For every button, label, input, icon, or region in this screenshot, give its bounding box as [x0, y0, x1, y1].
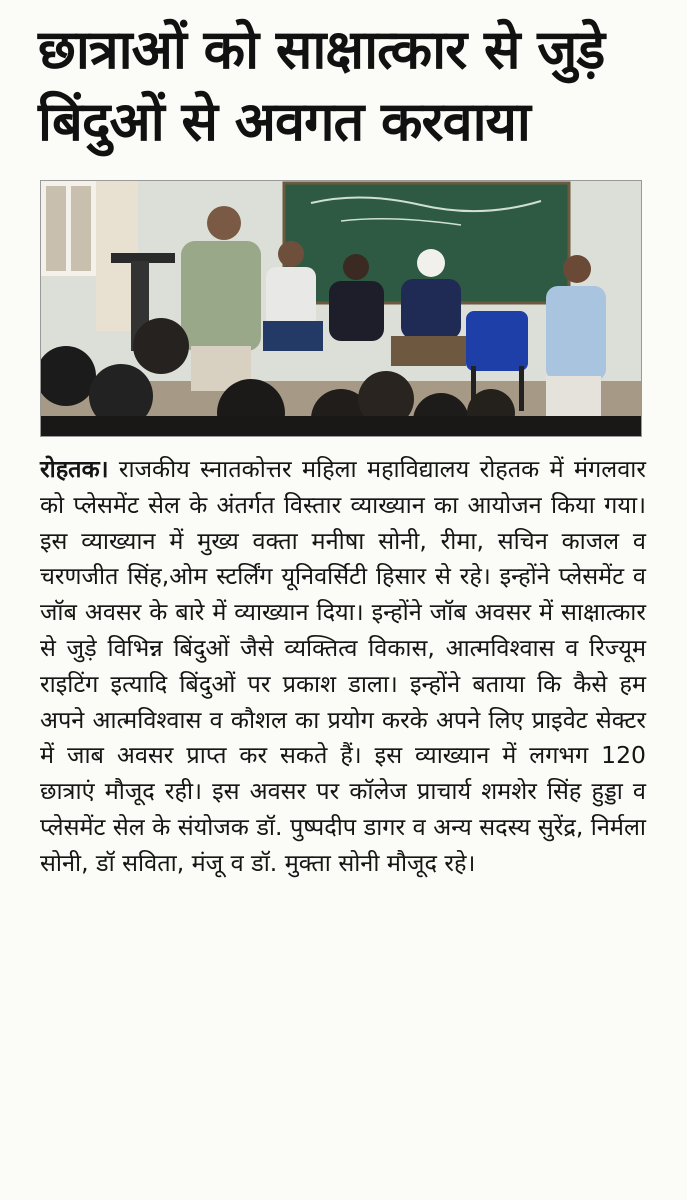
dateline: रोहतक।	[40, 455, 109, 483]
article-body-text: राजकीय स्नातकोत्तर महिला महाविद्यालय रोहतक में मंगलवार को प्लेसमेंट सेल के अंतर्गत विस्तार व्याख्यान का आयोजन किया गया। इस व्याख्यान में मुख्य वक्ता मनीषा सोनी, रीमा, सचिन काजल व चरणजीत सिंह,ओम स्टर्लिंग यूनिवर्सिटी हिसार से रहे। इन्होंने प्लेसमेंट व जॉब अवसर के बारे में व्याख्यान दिया। इन्होंने जॉब अवसर में साक्षात्कार से जुड़े विभिन्न बिंदुओं जैसे व्यक्तित्व विकास, आत्मविश्वास व रिज्यूम राइटिंग इत्यादि बिंदुओं पर प्रकाश डाला। इन्होंने बताया कि कैसे हम अपने आत्मविश्वास व कौशल का प्रयोग करके अपने लिए प्राइवेट सेक्टर में जाब अवसर प्राप्त कर सकते हैं। इस व्याख्यान में लगभग 120 छात्राएं मौजूद रही। इस अवसर पर कॉलेज प्राचार्य शमशेर सिंह हुड्डा व प्लेसमेंट सेल के संयोजक डॉ. पुष्पदीप डागर व अन्य सदस्य सुरेंद्र, निर्मला सोनी, डॉ सविता, मंजू व डॉ. मुक्ता सोनी मौजूद रहे।	[40, 455, 646, 877]
news-photo	[40, 180, 642, 437]
photo-illustration	[41, 181, 641, 436]
article-body	[40, 452, 646, 882]
headline	[38, 14, 658, 158]
headline-line-2: बिंदुओं से अवगत करवाया	[38, 90, 530, 153]
headline-line-1: छात्राओं को साक्षात्कार से जुड़े	[38, 18, 605, 81]
